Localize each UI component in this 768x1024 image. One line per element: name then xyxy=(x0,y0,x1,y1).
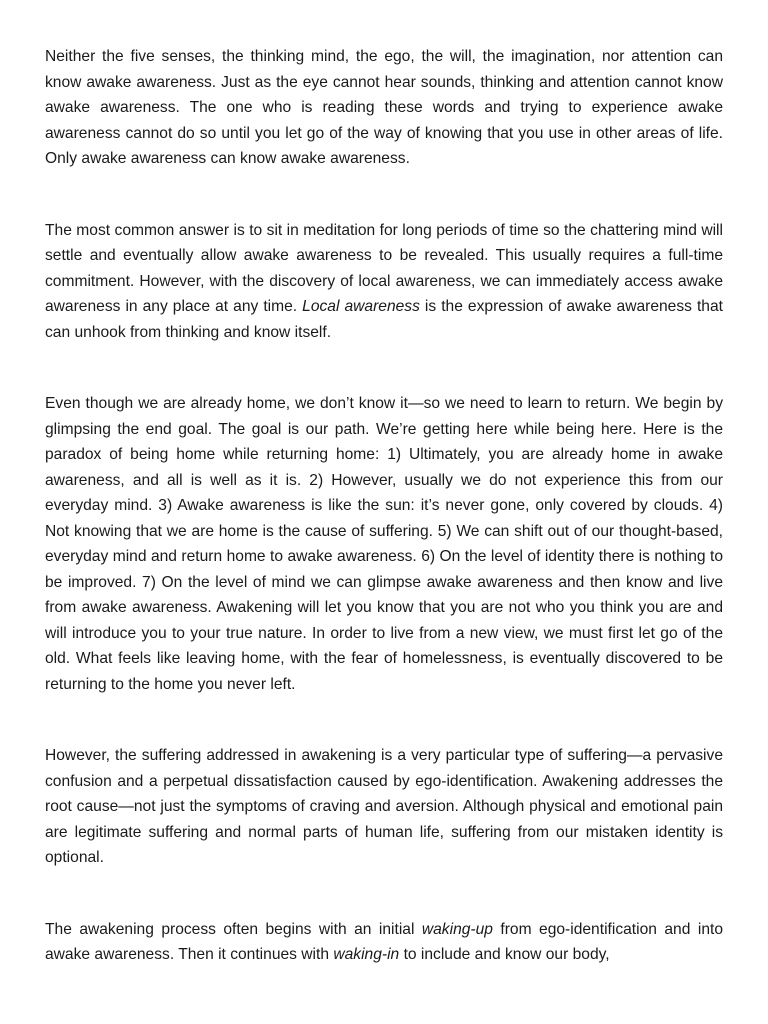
term-local-awareness: Local awareness xyxy=(302,298,420,315)
paragraph-1-text: Neither the five senses, the thinking mind, the ego, the will, the imagination, nor attention can know awake awareness. Just as the eye cannot hear sounds, thinking and attention cannot know awake awareness. The one who is reading these words and trying to experience awake awareness cannot do so until you let go of the way of knowing that you use in other areas of life. Only awake awareness can know awake awareness. xyxy=(45,48,723,167)
paragraph-5-text-c: to include and know our body, xyxy=(399,946,610,963)
paragraph-2 xyxy=(45,218,723,346)
paragraph-3 xyxy=(45,391,723,697)
paragraph-5 xyxy=(45,917,723,968)
paragraph-4-text: However, the suffering addressed in awakening is a very particular type of suffering—a pervasive confusion and a perpetual dissatisfaction caused by ego-identification. Awakening addresses the root cause—not just the symptoms of craving and aversion. Although physical and emotional pain are legitimate suffering and normal parts of human life, suffering from our mistaken identity is optional. xyxy=(45,747,723,866)
paragraph-5-text-b: from ego-identification and into awake awareness. Then it continues with xyxy=(45,920,723,963)
term-waking-up: waking-up xyxy=(421,920,493,938)
term-waking-in: waking-in xyxy=(333,946,400,963)
document-page xyxy=(45,44,723,1014)
paragraph-3-text: Even though we are already home, we don’t know it—so we need to learn to return. We begin by glimpsing the end goal. The goal is our path. We’re getting here while being here. Here is the paradox of being home while returning home: 1) Ultimately, you are already home in awake awareness, and all is well as it is. 2) However, usually we do not experience this from our everyday mind. 3) Awake awareness is like the sun: it’s never gone, only covered by clouds. 4) Not knowing that we are home is the cause of suffering. 5) We can shift out of our thought-based, everyday mind and return home to awake awareness. 6) On the level of identity there is nothing to be improved. 7) On the level of mind we can glimpse awake awareness and then know and live from awake awareness. Awakening will let you know that you are not who you think you are and will introduce you to your true nature. In order to live from a new view, we must first let go of the old. What feels like leaving home, with the fear of homelessness, is eventually discovered to be returning to the home you never left. xyxy=(45,395,723,693)
paragraph-2-text-b: is the expression of awake awareness that can unhook from thinking and know itself. xyxy=(45,298,723,341)
paragraph-5-text-a: The awakening process often begins with an initial xyxy=(45,920,422,938)
paragraph-1 xyxy=(45,44,723,172)
paragraph-4 xyxy=(45,743,723,871)
paragraph-2-text-a: The most common answer is to sit in meditation for long periods of time so the chattering mind will settle and eventually allow awake awareness to be revealed. This usually requires a full-time commitment. However, with the discovery of local awareness, we can immediately access awake awareness in any place at any time. xyxy=(45,221,723,315)
